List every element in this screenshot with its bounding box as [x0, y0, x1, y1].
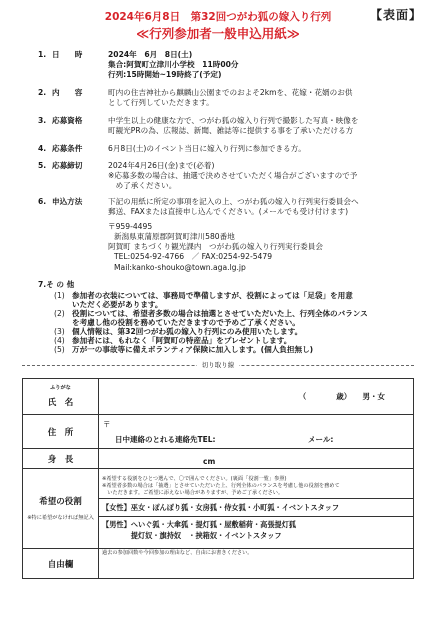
- free-label: 自由欄: [23, 549, 99, 579]
- address-field[interactable]: [99, 415, 414, 449]
- note-text: 参加者の衣装については、事務局で準備しますが、役割によっては「足袋」を用意: [72, 291, 353, 300]
- others-heading: 7.そ の 他: [38, 280, 75, 289]
- name-row: [23, 379, 414, 415]
- age-gender-field[interactable]: （ 歳） 男・女: [298, 392, 385, 401]
- note-number: (5): [54, 345, 65, 354]
- role-instruction: いただきます。ご希望に添えない場合がありますが、予めご了承ください。: [102, 489, 284, 496]
- eligibility-line: 中学生以上の健康な方で、つがわ狐の嫁入り行列で撮影した写真・映像を: [108, 116, 359, 125]
- daytime-tel-field[interactable]: 日中連絡のとれる連絡先TEL:: [115, 434, 216, 444]
- furigana-label: ふりがな: [50, 385, 71, 391]
- content-line: 町内の住吉神社から麒麟山公園までのおよそ2kmを、花嫁・花婿のお供: [108, 88, 353, 97]
- note-number: (3): [54, 327, 65, 336]
- cm-unit: cm: [203, 457, 216, 466]
- note-text: 万が一の事故等に備えボランティア保険に加入します。(個人負担無し): [72, 345, 314, 354]
- method-line: 郵送、FAXまたは直接申し込んでください。(メールでも受け付けます): [108, 207, 349, 216]
- address-label: 住 所: [23, 415, 99, 449]
- address-row: [23, 415, 414, 449]
- item-label-method: 申込方法: [52, 197, 83, 206]
- contact-row: [103, 434, 409, 445]
- name-header-cell: [23, 379, 99, 415]
- role-instruction: ※希望者多数の場合は「抽選」とさせていただいた上、行列全体のバランスを考慮し他の役割を務めて: [102, 482, 340, 489]
- item-number: 5.: [38, 161, 47, 170]
- datetime-assembly: 集合:阿賀町立津川小学校 11時00分: [108, 60, 239, 69]
- organization: 阿賀町 まちづくり観光課内 つがわ狐の嫁入り行列実行委員会: [108, 242, 323, 251]
- deadline-note: め了承ください。: [108, 181, 177, 190]
- note-text: 役割については、希望者多数の場合は抽選とさせていただいた上、行列全体のバランス: [72, 309, 368, 318]
- cut-line-label-wrap: [0, 360, 436, 370]
- item-label-conditions: 応募条件: [52, 144, 83, 153]
- postal-code: 〒959-4495: [108, 222, 153, 231]
- postal-mark: 〒: [103, 419, 111, 429]
- method-line: 下記の用紙に所定の事項を記入の上、つがわ狐の嫁入り行列実行委員会へ: [108, 197, 359, 206]
- male-role-line[interactable]: 提灯奴・旗持奴 ・挟箱奴・イベントスタッフ: [102, 530, 282, 540]
- item-label-datetime: 日 時: [52, 50, 83, 59]
- item-label-deadline: 応募締切: [52, 161, 83, 170]
- role-note: ※特に希望がなければ無記入: [27, 515, 94, 521]
- height-row: [23, 449, 414, 469]
- form-title: ≪行列参加者一般申込用紙≫: [136, 26, 300, 41]
- role-row: [23, 469, 414, 549]
- role-instruction: ※希望する役割をひとつ選んで、〇で囲んでください。(裏面「役割一覧」参照): [102, 475, 287, 482]
- datetime-date: 2024年 6月 8日(土): [108, 50, 193, 59]
- event-title: 2024年6月8日 第32回つがわ狐の嫁入り行列: [104, 11, 332, 23]
- item-label-content: 内 容: [52, 88, 83, 97]
- name-label: 氏 名: [47, 398, 74, 408]
- role-instructions: [99, 475, 413, 499]
- note-number: (2): [54, 309, 65, 318]
- deadline-note: ※応募多数の場合は、抽選で決めさせていただく場合がございますので予: [108, 171, 358, 180]
- tel-fax: TEL:0254-92-4766 ／ FAX:0254-92-5479: [114, 252, 273, 261]
- free-field[interactable]: [99, 549, 414, 579]
- datetime-procession: 行列:15時開始~19時終了(予定): [108, 70, 222, 79]
- item-number: 1.: [38, 50, 47, 59]
- item-number: 4.: [38, 144, 47, 153]
- note-text: 参加者には、もれなく「阿賀町の特産品」をプレゼントします。: [72, 336, 292, 345]
- male-role-line[interactable]: 【男性】へいぐ狐・大傘狐・提灯狐・屋敷稲荷・高張提灯狐: [102, 519, 297, 529]
- free-row: [23, 549, 414, 579]
- item-number: 2.: [38, 88, 47, 97]
- street-address: 新潟県東蒲原郡阿賀町津川580番地: [114, 232, 235, 241]
- deadline-date: 2024年4月26日(金)まで(必着): [108, 161, 215, 170]
- item-number: 3.: [38, 116, 47, 125]
- application-form: [22, 378, 414, 579]
- role-label: 希望の役割: [39, 497, 82, 507]
- note-number: (1): [54, 291, 65, 300]
- height-label: 身 長: [23, 449, 99, 469]
- item-number: 6.: [38, 197, 47, 206]
- front-side-label: 【表面】: [369, 8, 422, 22]
- cut-line-label: 切り取り線: [197, 361, 240, 369]
- role-options: [99, 469, 414, 549]
- item-label-eligibility: 応募資格: [52, 116, 83, 125]
- height-field[interactable]: [99, 449, 414, 469]
- role-header-cell: [23, 469, 99, 549]
- note-text: を考慮し他の役割を務めていただきますので予めご了承ください。: [72, 318, 300, 327]
- female-role-options[interactable]: 【女性】巫女・ぽんぽり狐・女房狐・侍女狐・小町狐・イベントスタッフ: [99, 499, 413, 517]
- free-note: 過去の参加回数や今回参加の理由など、自由にお書きください。: [102, 550, 253, 556]
- note-text: 個人情報は、第32回つがわ狐の嫁入り行列にのみ使用いたします。: [72, 327, 303, 336]
- note-text: いただく必要があります。: [72, 300, 163, 309]
- conditions-line: 6月8日(土)のイベント当日に嫁入り行列に参加できる方。: [108, 144, 306, 153]
- email-field[interactable]: メール:: [308, 434, 334, 444]
- note-number: (4): [54, 336, 65, 345]
- contact-email[interactable]: Mail:kanko-shouko@town.aga.lg.jp: [114, 263, 246, 272]
- name-field[interactable]: [99, 379, 414, 415]
- eligibility-line: 町観光PRの為、広報誌、新聞、雑誌等に提供する事を了承いただける方: [108, 126, 354, 135]
- male-role-options[interactable]: [99, 517, 413, 543]
- content-line: として行列していただきます。: [108, 98, 214, 107]
